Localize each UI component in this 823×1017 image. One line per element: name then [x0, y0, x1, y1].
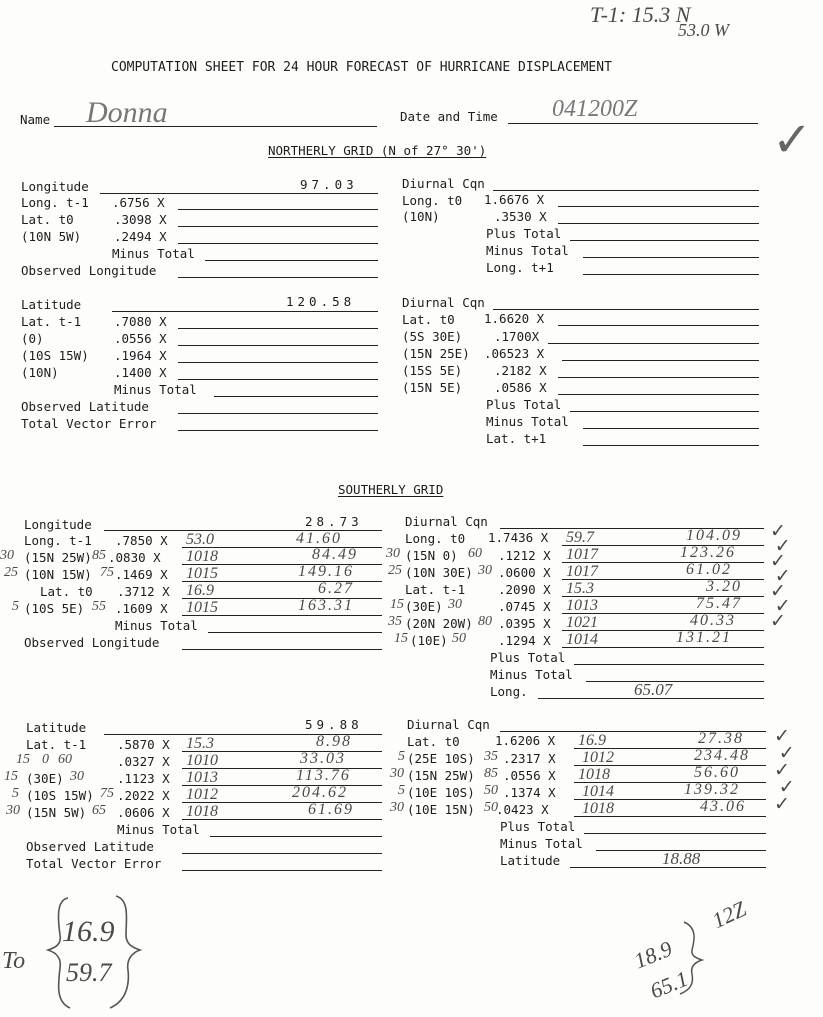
south-long-row-pre: 25 [4, 565, 18, 580]
north-lat-minus-total: Minus Total [114, 382, 197, 397]
south-lat-row-coef: .1123 X [117, 771, 170, 786]
south-lat-row-pre: 15 [16, 752, 30, 767]
north-lat-row-label: (10S 15W) [21, 348, 89, 363]
north-long-row-label: (10N 5W) [21, 229, 82, 244]
south-lat-row-output: 204.62 [292, 784, 348, 801]
south-dlat-row-label: (10E 10S) [407, 785, 475, 800]
south-dlat-row-input: 1018 [582, 800, 614, 817]
south-lat-row-output: 8.98 [316, 733, 352, 750]
check-marks-icon: ✓ ✓ ✓ ✓ ✓ ✓ ✓ [770, 521, 791, 632]
right-brace-notes [676, 918, 716, 998]
margin-note-time: 12Z [708, 895, 750, 934]
south-dlong-row-coef: .1212 X [498, 548, 551, 563]
south-lat-row-input: 1012 [186, 786, 218, 803]
south-long-row-input: 16.9 [186, 582, 214, 599]
south-dlat-label: Diurnal Cqn [407, 717, 490, 732]
north-dlong-minus-total: Minus Total [486, 243, 569, 258]
south-long-row-coef: .3712 X [117, 584, 170, 599]
north-observed-latitude: Observed Latitude [21, 399, 149, 414]
south-dlong-row-label: (15N 0) [405, 548, 458, 563]
south-dlat-row-output: 56.60 [694, 764, 740, 781]
south-dlong-row-mid: 30 [478, 563, 492, 578]
south-long-row-output: 149.16 [298, 563, 354, 580]
south-lat-row-label: 0 [42, 752, 49, 767]
south-long-row-coef: .7850 X [115, 533, 168, 548]
south-dlat-row-label: (10E 15N) [407, 802, 475, 817]
south-dlong-row-output: 75.47 [696, 595, 742, 612]
south-dlong-row-mid: 80 [478, 614, 492, 629]
south-dlong-row-label: (10N 30E) [405, 565, 473, 580]
south-lat-row-output: 33.03 [300, 750, 346, 767]
south-dlong-row-mid: 60 [468, 546, 482, 561]
south-long-row-pre: 30 [0, 548, 14, 563]
south-dlong-row-output: 3.20 [706, 578, 742, 595]
south-long-row-mid: 85 [92, 548, 106, 563]
south-long-row-label: (10S 5E) [24, 601, 85, 616]
south-dlong-row-coef: .0600 X [498, 565, 551, 580]
south-lat-row-output: 61.69 [308, 801, 354, 818]
south-lat-row-pre: 15 [4, 769, 18, 784]
south-dlat-row-output: 27.38 [698, 730, 744, 747]
north-long-value: 97.03 [300, 177, 358, 192]
north-long-minus-total: Minus Total [112, 246, 195, 261]
south-lat-row-input: 1013 [186, 769, 218, 786]
south-lat-row-coef: .2022 X [117, 788, 170, 803]
south-observed-longitude: Observed Longitude [24, 635, 160, 650]
south-observed-latitude: Observed Latitude [26, 839, 154, 854]
margin-note-lat: 16.9 [62, 915, 115, 948]
page-title: COMPUTATION SHEET FOR 24 HOUR FORECAST OF HURRICANE DISPLACEMENT [111, 60, 612, 75]
south-dlat-row-coef: .0423 X [496, 802, 549, 817]
north-long-label: Longitude [21, 179, 89, 194]
south-dlat-row-coef: .2317 X [503, 751, 556, 766]
south-dlat-row-output: 234.48 [694, 747, 750, 764]
south-long-row-input: 53.0 [186, 531, 214, 548]
north-long-row-label: Long. t-1 [21, 195, 89, 210]
north-lat-row-coef: .1964 X [114, 348, 167, 363]
south-dlong-row-coef: .0745 X [498, 599, 551, 614]
south-long-minus-total: Minus Total [115, 618, 198, 633]
header-note-line2: 53.0 W [678, 20, 729, 40]
south-dlat-row-input: 1014 [582, 783, 614, 800]
south-lat-row-mid: 30 [70, 769, 84, 784]
south-dlat-plus-total: Plus Total [500, 819, 576, 834]
north-dlat-row-label: Lat. t0 [402, 312, 455, 327]
south-dlat-row-output: 139.32 [684, 781, 740, 798]
south-long-row-label: (15N 25W) [24, 550, 92, 565]
south-lat-result-label: Latitude [500, 853, 561, 868]
south-long-row-output: 163.31 [298, 597, 354, 614]
south-long-row-output: 6.27 [318, 580, 354, 597]
south-dlat-row-mid: 35 [484, 749, 498, 764]
south-dlong-row-pre: 15 [394, 631, 408, 646]
south-dlong-row-input: 1017 [566, 546, 598, 563]
south-dlong-minus-total: Minus Total [490, 667, 573, 682]
south-long-row-input: 1018 [186, 548, 218, 565]
north-dlat-row-coef: .1700X [494, 329, 540, 344]
north-lat-row-label: (0) [21, 331, 44, 346]
north-dlong-row-label: (10N) [402, 209, 440, 224]
north-dlat-plus-total: Plus Total [486, 397, 562, 412]
south-lat-result-value: 18.88 [662, 849, 701, 868]
south-lat-row-pre: 5 [12, 786, 19, 801]
south-dlong-row-pre: 35 [388, 614, 402, 629]
south-long-row-mid: 75 [100, 565, 114, 580]
north-long-row-coef: .6756 X [112, 195, 165, 210]
approval-check-icon: ✓ [772, 114, 813, 167]
south-dlat-row-coef: .1374 X [503, 785, 556, 800]
south-dlong-row-output: 123.26 [680, 544, 736, 561]
lat-check-marks-icon: ✓ ✓ ✓ ✓ ✓ [774, 726, 795, 815]
north-dlat-row-label: (5S 30E) [402, 329, 463, 344]
margin-note-to: To [2, 948, 26, 974]
south-lat-row-output: 113.76 [296, 767, 351, 784]
south-dlat-row-output: 43.06 [700, 798, 746, 815]
southerly-heading: SOUTHERLY GRID [338, 482, 444, 497]
south-dlat-row-label: (25E 10S) [407, 751, 475, 766]
south-long-row-input: 1015 [186, 565, 218, 582]
south-dlong-row-output: 61.02 [686, 561, 732, 578]
south-dlat-row-coef: .0556 X [503, 768, 556, 783]
south-dlong-row-input: 1021 [566, 614, 598, 631]
south-dlong-plus-total: Plus Total [490, 650, 566, 665]
north-lat-t1: Lat. t+1 [486, 431, 547, 446]
south-dlong-row-input: 59.7 [566, 529, 594, 546]
south-dlat-row-label: (15N 25W) [407, 768, 475, 783]
north-observed-longitude: Observed Longitude [21, 263, 157, 278]
north-dlong-row-coef: 1.6676 X [484, 192, 545, 207]
south-dlat-row-mid: 85 [484, 766, 498, 781]
north-lat-label: Latitude [21, 297, 82, 312]
south-dlong-row-label: (10E) [410, 633, 448, 648]
south-dlat-row-input: 16.9 [578, 732, 606, 749]
south-lat-row-input: 15.3 [186, 735, 214, 752]
north-lat-row-label: Lat. t-1 [21, 314, 82, 329]
south-lat-row-mid: 60 [58, 752, 72, 767]
south-lat-row-coef: .0606 X [117, 805, 170, 820]
south-dlong-row-coef: .2090 X [498, 582, 551, 597]
south-lat-row-pre: 30 [6, 803, 20, 818]
left-brace-notes [38, 890, 158, 1015]
south-dlong-row-input: 15.3 [566, 580, 594, 597]
south-dlat-row-pre: 30 [390, 800, 404, 815]
south-long-label: Longitude [24, 517, 92, 532]
south-dlong-row-label: (30E) [405, 599, 443, 614]
north-dlat-row-label: (15S 5E) [402, 363, 463, 378]
south-dlong-row-input: 1013 [566, 597, 598, 614]
north-long-row-coef: .2494 X [114, 229, 167, 244]
north-total-vector-error: Total Vector Error [21, 416, 157, 431]
south-dlong-row-coef: .1294 X [498, 633, 551, 648]
south-lat-row-label: (15N 5W) [26, 805, 87, 820]
south-long-row-output: 84.49 [312, 546, 358, 563]
south-long-row-label: Long. t-1 [24, 533, 92, 548]
south-dlong-row-mid: 30 [448, 597, 462, 612]
south-dlat-row-pre: 30 [390, 766, 404, 781]
south-long-row-output: 41.60 [296, 530, 342, 547]
north-dlat-label: Diurnal Cqn [402, 295, 485, 310]
margin-note-right-lat: 18.9 [630, 935, 676, 974]
south-dlong-row-mid: 50 [452, 631, 466, 646]
date-value: 041200Z [552, 96, 638, 122]
north-dlong-row-coef: .3530 X [494, 209, 547, 224]
south-dlong-row-input: 1014 [566, 631, 598, 648]
north-dlat-row-label: (15N 25E) [402, 346, 470, 361]
south-dlong-row-output: 104.09 [686, 527, 742, 544]
north-dlong-row-label: Long. t0 [402, 193, 463, 208]
south-lat-row-label: (30E) [26, 771, 64, 786]
south-long-row-coef: .0830 X [108, 550, 161, 565]
south-lat-label: Latitude [26, 720, 87, 735]
south-dlat-row-input: 1012 [582, 749, 614, 766]
north-lat-row-coef: .7080 X [114, 314, 167, 329]
south-long-row-input: 1015 [186, 599, 218, 616]
south-dlat-row-input: 1018 [578, 766, 610, 783]
south-dlong-row-label: (20N 20W) [405, 616, 473, 631]
south-dlong-row-pre: 15 [390, 597, 404, 612]
northerly-heading: NORTHERLY GRID (N of 27° 30') [268, 143, 487, 158]
south-dlong-row-output: 40.33 [690, 612, 736, 629]
name-label: Name [20, 112, 51, 127]
south-long-result-label: Long. [490, 684, 528, 699]
south-dlat-row-label: Lat. t0 [407, 734, 460, 749]
margin-note-long: 59.7 [66, 958, 112, 987]
north-dlat-row-coef: .0586 X [494, 380, 547, 395]
south-lat-row-coef: .5870 X [117, 737, 170, 752]
south-dlong-row-pre: 25 [388, 563, 402, 578]
north-lat-row-coef: .0556 X [114, 331, 167, 346]
header-note-line1: T-1: 15.3 N [590, 2, 691, 27]
south-long-row-coef: .1609 X [115, 601, 168, 616]
north-dlong-plus-total: Plus Total [486, 226, 562, 241]
south-long-value: 28.73 [305, 514, 363, 529]
north-dlat-row-coef: .06523 X [484, 346, 545, 361]
date-line [508, 123, 758, 124]
south-lat-row-coef: .0327 X [117, 754, 170, 769]
south-long-row-label: Lat. t0 [40, 584, 93, 599]
south-dlong-row-pre: 30 [386, 546, 400, 561]
south-dlat-row-coef: 1.6206 X [495, 733, 556, 748]
south-dlong-row-output: 131.21 [676, 629, 732, 646]
north-long-t1: Long. t+1 [486, 260, 554, 275]
south-lat-row-mid: 65 [92, 803, 106, 818]
south-dlat-row-pre: 5 [398, 783, 405, 798]
south-dlat-row-pre: 5 [398, 749, 405, 764]
south-dlong-row-label: Long. t0 [405, 531, 466, 546]
south-total-vector-error: Total Vector Error [26, 856, 162, 871]
south-dlat-minus-total: Minus Total [500, 836, 583, 851]
margin-note-right-long: 65.1 [646, 965, 692, 1004]
south-dlat-row-mid: 50 [484, 800, 498, 815]
south-long-row-label: (10N 15W) [24, 567, 92, 582]
south-long-row-coef: .1469 X [115, 567, 168, 582]
south-dlong-row-coef: 1.7436 X [488, 530, 549, 545]
north-lat-value: 120.58 [286, 294, 356, 309]
name-value: Donna [86, 96, 168, 129]
north-dlat-row-coef: 1.6620 X [484, 311, 545, 326]
south-lat-row-input: 1010 [186, 752, 218, 769]
north-lat-row-label: (10N) [21, 365, 59, 380]
north-dlat-row-label: (15N 5E) [402, 380, 463, 395]
south-long-row-pre: 5 [12, 599, 19, 614]
south-lat-row-mid: 75 [100, 786, 114, 801]
south-dlat-row-mid: 50 [484, 783, 498, 798]
north-dlat-row-coef: .2182 X [494, 363, 547, 378]
south-dlong-row-coef: .0395 X [498, 616, 551, 631]
south-lat-minus-total: Minus Total [117, 822, 200, 837]
north-dlong-label: Diurnal Cqn [402, 176, 485, 191]
south-lat-row-label: Lat. t-1 [26, 737, 87, 752]
south-long-row-mid: 55 [92, 599, 106, 614]
north-dlat-minus-total: Minus Total [486, 414, 569, 429]
south-dlong-row-label: Lat. t-1 [405, 582, 466, 597]
south-lat-value: 59.88 [305, 717, 363, 732]
south-dlong-label: Diurnal Cqn [405, 514, 488, 529]
south-long-result-value: 65.07 [634, 680, 673, 699]
south-lat-row-label: (10S 15W) [26, 788, 94, 803]
date-label: Date and Time [400, 109, 498, 124]
north-lat-row-coef: .1400 X [114, 365, 167, 380]
south-lat-row-input: 1018 [186, 803, 218, 820]
north-long-row-label: Lat. t0 [21, 212, 74, 227]
south-dlong-row-input: 1017 [566, 563, 598, 580]
north-long-row-coef: .3098 X [114, 212, 167, 227]
